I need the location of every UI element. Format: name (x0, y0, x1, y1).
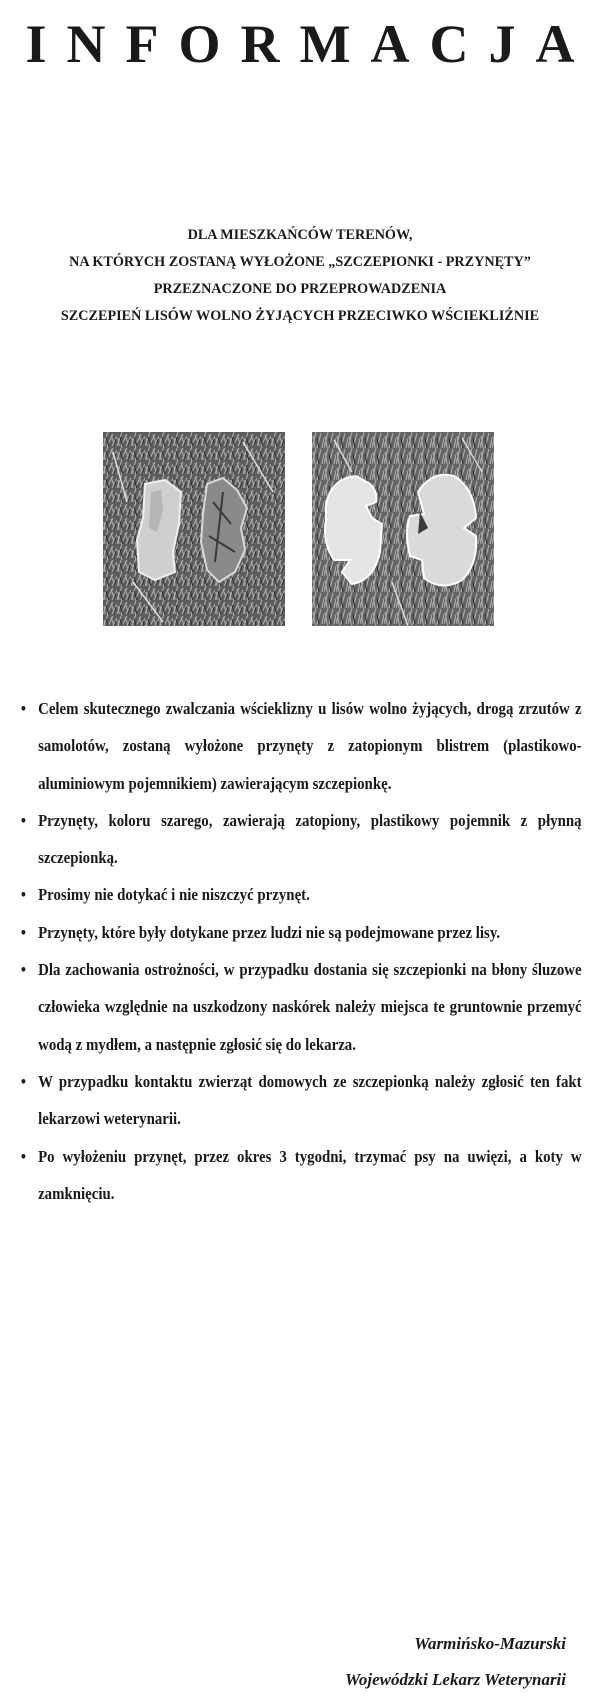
bullet-mark: • (20, 922, 26, 942)
subtitle-line: PRZEZNACZONE DO PRZEPROWADZENIA (153, 281, 447, 297)
list-item-text: Prosimy nie dotykać i nie niszczyć przynęt. (38, 885, 310, 905)
signature-line: Wojewódzki Lekarz Weterynarii (345, 1670, 566, 1689)
list-item (14, 951, 582, 1063)
list-item (14, 876, 582, 913)
bullet-mark: • (20, 1146, 26, 1166)
page-title: INFORMACJA (25, 14, 595, 74)
bullet-mark: • (20, 1071, 26, 1091)
signature-line: Warmińsko-Mazurski (414, 1634, 566, 1653)
subtitle-line: NA KTÓRYCH ZOSTANĄ WYŁOŻONE „SZCZEPIONKI - PRZYNĘTY” (69, 254, 531, 270)
bullet-mark: • (20, 960, 26, 980)
list-item (14, 1063, 582, 1138)
subtitle (20, 222, 580, 330)
bait-photo-left (103, 432, 285, 626)
list-item-text: Celem skutecznego zwalczania wścieklizny u lisów wolno żyjących, drogą zrzutów z samolotów, zostaną wyłożone przynęty z zatopionym blistrem (plastikowo-aluminiowym pojemnikiem) zawierającym szczepionkę. (38, 699, 582, 793)
signature (266, 1626, 566, 1698)
bait-photo-right (312, 432, 494, 626)
bullet-mark: • (20, 885, 26, 905)
bullet-mark: • (20, 699, 26, 718)
list-item-text: Po wyłożeniu przynęt, przez okres 3 tygodni, trzymać psy na uwięzi, a koty w zamknięciu. (38, 1146, 582, 1203)
list-item-text: W przypadku kontaktu zwierząt domowych ze szczepionką należy zgłosić ten fakt lekarzowi weterynarii. (38, 1071, 582, 1129)
list-item (14, 690, 582, 802)
subtitle-line: DLA MIESZKAŃCÓW TERENÓW, (187, 227, 413, 243)
list-item-text: Przynęty, które były dotykane przez ludzi nie są podejmowane przez lisy. (38, 922, 501, 942)
subtitle-line: SZCZEPIEŃ LISÓW WOLNO ŻYJĄCYCH PRZECIWKO WŚCIEKLIŹNIE (60, 308, 540, 324)
list-item (14, 914, 582, 951)
bullet-mark: • (20, 810, 26, 830)
list-item (14, 1138, 582, 1213)
list-item-text: Dla zachowania ostrożności, w przypadku dostania się szczepionki na błony śluzowe człowieka względnie na uszkodzony naskórek należy miejsca te gruntownie przemyć wodą z mydłem, a następnie zgłosić się do lekarza. (38, 960, 582, 1054)
info-list (14, 690, 586, 1212)
list-item (14, 802, 582, 877)
list-item-text: Przynęty, koloru szarego, zawierają zatopiony, plastikowy pojemnik z płynną szczepionką. (38, 810, 582, 868)
